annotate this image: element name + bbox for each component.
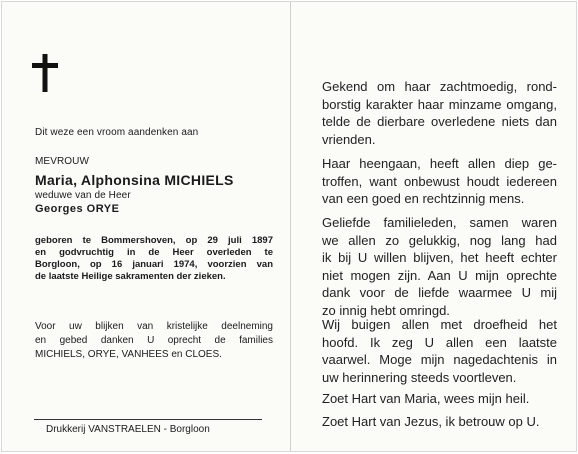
verse-line: vaarwel. Moge mijn nagedachtenis in bbox=[322, 352, 557, 367]
intro-text: Dit weze een vroom aandenken aan bbox=[35, 127, 199, 138]
husband-name: Georges ORYE bbox=[35, 203, 120, 215]
prayer-line bbox=[322, 390, 557, 408]
prayer-line bbox=[322, 413, 557, 431]
verse-line: uw herinnering steeds voortleven. bbox=[322, 369, 517, 385]
salutation: MEVROUW bbox=[35, 156, 90, 167]
bio-line: en godvruchtig in de Heer overleden te bbox=[35, 247, 273, 258]
bio-line: Borgloon, op 16 januari 1974, voorzien van bbox=[35, 259, 273, 270]
verse-paragraph bbox=[322, 316, 557, 386]
family-name: MICHIELS bbox=[164, 172, 234, 188]
verse-line: vrienden. bbox=[322, 131, 376, 147]
cross-icon bbox=[32, 54, 58, 92]
verse-paragraph bbox=[322, 214, 557, 319]
left-panel bbox=[2, 2, 290, 451]
deceased-name bbox=[35, 172, 234, 188]
given-names: Maria, Alphonsina bbox=[35, 172, 165, 188]
thanks-line: en gebed danken U oprecht de families bbox=[35, 335, 273, 346]
verse-line: troffen, want onbewust houdt iedereen bbox=[322, 173, 557, 189]
biography bbox=[35, 235, 273, 283]
verse-line: Zoet Hart van Jezus, ik betrouw op U. bbox=[322, 414, 540, 429]
verse-line: zo innig hebt omringd. bbox=[322, 302, 450, 318]
bio-line: geboren te Bommershoven, op 29 juli 1897 bbox=[35, 235, 273, 246]
verse-line: Haar heengaan, heeft allen diep ge- bbox=[322, 156, 557, 171]
verse-line: niet mogen zijn. Aan U mijn oprechte bbox=[322, 267, 557, 283]
verse-line: Zoet Hart van Maria, wees mijn heil. bbox=[322, 391, 530, 406]
verse-line: Geliefde familieleden, samen waren bbox=[322, 215, 557, 230]
thanks-line: Voor uw blijken van kristelijke deelneming bbox=[35, 321, 273, 332]
verse-line: van een goed en rechtzinnig mens. bbox=[322, 191, 525, 206]
memorial-card bbox=[1, 1, 577, 452]
verse-line: borstig karakter haar minzame omgang, bbox=[322, 96, 557, 112]
bio-line: de laatste Heilige sakramenten der zieken. bbox=[35, 271, 226, 282]
verse-line: dank voor de liefde waarmee U mij bbox=[322, 285, 557, 300]
verse-line: Wij buigen allen met droefheid het bbox=[322, 317, 557, 332]
verse-paragraph bbox=[322, 155, 557, 208]
widow-of-text: weduwe van de Heer bbox=[35, 190, 131, 201]
printer-credit: Drukkerij VANSTRAELEN - Borgloon bbox=[46, 424, 210, 435]
verse-line: ik bij U willen blijven, het heeft echter bbox=[322, 250, 557, 265]
verse-line: we allen zo gelukkig, nog lang had bbox=[322, 232, 557, 248]
verse-line: Gekend om haar zachtmoedig, rond- bbox=[322, 79, 557, 94]
right-panel bbox=[291, 2, 578, 451]
verse-paragraph bbox=[322, 78, 557, 148]
thanks-text bbox=[35, 320, 273, 362]
printer-divider bbox=[34, 419, 262, 420]
thanks-line: MICHIELS, ORYE, VANHEES en CLOES. bbox=[35, 349, 222, 360]
verse-line: hoofd. Ik zeg U allen een laatste bbox=[322, 334, 557, 350]
verse-line: telde de dierbare overledene niets dan bbox=[322, 114, 557, 129]
